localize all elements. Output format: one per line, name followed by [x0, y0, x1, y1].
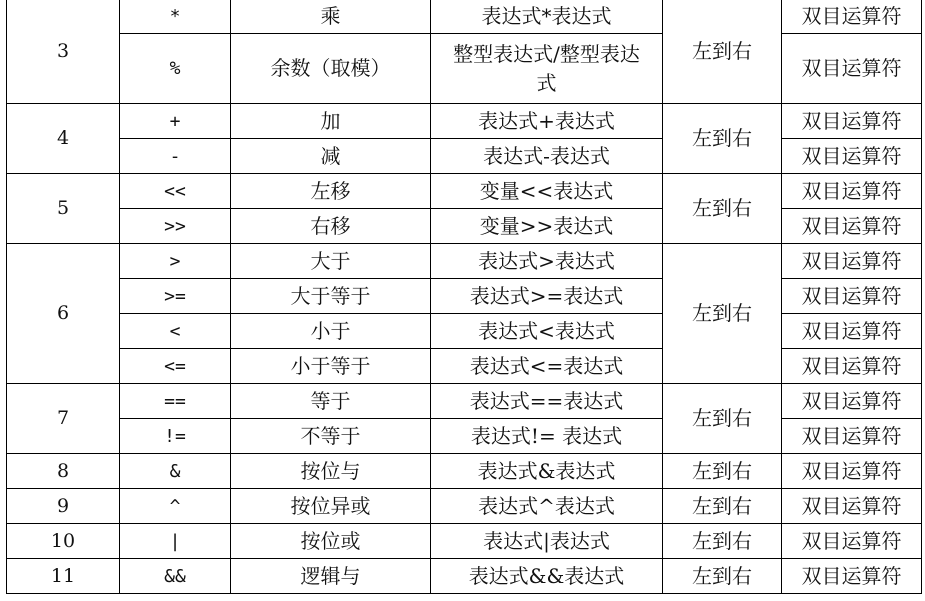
operator-cell: <= — [120, 349, 231, 384]
usage-cell: 表达式>表达式 — [431, 244, 663, 279]
table-row — [7, 104, 922, 139]
usage-cell: 表达式|表达式 — [431, 524, 663, 559]
table-row — [7, 139, 922, 174]
associativity-cell: 左到右 — [663, 489, 782, 524]
operator-type-cell: 双目运算符 — [782, 279, 922, 314]
usage-cell: 表达式&表达式 — [431, 454, 663, 489]
name-cell: 不等于 — [231, 419, 431, 454]
priority-cell: 6 — [7, 244, 120, 384]
priority-cell: 7 — [7, 384, 120, 454]
operator-type-cell: 双目运算符 — [782, 104, 922, 139]
operator-type-cell: 双目运算符 — [782, 419, 922, 454]
name-cell: 小于 — [231, 314, 431, 349]
operator-type-cell: 双目运算符 — [782, 209, 922, 244]
name-cell: 大于等于 — [231, 279, 431, 314]
name-cell: 按位异或 — [231, 489, 431, 524]
table-row — [7, 314, 922, 349]
name-cell: 按位或 — [231, 524, 431, 559]
usage-cell: 整型表达式/整型表达式 — [431, 34, 663, 104]
priority-cell: 10 — [7, 524, 120, 559]
operator-cell: % — [120, 34, 231, 104]
operator-cell: < — [120, 314, 231, 349]
usage-cell: 表达式*表达式 — [431, 0, 663, 34]
usage-cell: 表达式==表达式 — [431, 384, 663, 419]
name-cell: 乘 — [231, 0, 431, 34]
operator-cell: - — [120, 139, 231, 174]
operator-cell: ^ — [120, 489, 231, 524]
usage-cell: 表达式-表达式 — [431, 139, 663, 174]
operator-type-cell: 双目运算符 — [782, 489, 922, 524]
priority-cell: 3 — [7, 0, 120, 104]
operator-type-cell: 双目运算符 — [782, 174, 922, 209]
table-row — [7, 174, 922, 209]
table-row — [7, 524, 922, 559]
operator-type-cell: 双目运算符 — [782, 34, 922, 104]
name-cell: 左移 — [231, 174, 431, 209]
associativity-cell: 左到右 — [663, 104, 782, 174]
usage-cell: 表达式>=表达式 — [431, 279, 663, 314]
table-row — [7, 489, 922, 524]
table-row — [7, 454, 922, 489]
operator-cell: && — [120, 559, 231, 594]
table-row — [7, 559, 922, 594]
usage-cell: 变量<<表达式 — [431, 174, 663, 209]
name-cell: 大于 — [231, 244, 431, 279]
operator-type-cell: 双目运算符 — [782, 139, 922, 174]
operator-cell: * — [120, 0, 231, 34]
operator-type-cell: 双目运算符 — [782, 0, 922, 34]
operator-cell: | — [120, 524, 231, 559]
associativity-cell: 左到右 — [663, 174, 782, 244]
operator-cell: != — [120, 419, 231, 454]
operator-cell: & — [120, 454, 231, 489]
operator-type-cell: 双目运算符 — [782, 524, 922, 559]
name-cell: 右移 — [231, 209, 431, 244]
table-row — [7, 209, 922, 244]
priority-cell: 9 — [7, 489, 120, 524]
usage-cell: 表达式!= 表达式 — [431, 419, 663, 454]
priority-cell: 4 — [7, 104, 120, 174]
usage-cell: 表达式^表达式 — [431, 489, 663, 524]
associativity-cell: 左到右 — [663, 559, 782, 594]
priority-cell: 11 — [7, 559, 120, 594]
name-cell: 余数（取模） — [231, 34, 431, 104]
name-cell: 小于等于 — [231, 349, 431, 384]
priority-cell: 5 — [7, 174, 120, 244]
priority-cell: 8 — [7, 454, 120, 489]
table-row — [7, 279, 922, 314]
associativity-cell: 左到右 — [663, 384, 782, 454]
operator-type-cell: 双目运算符 — [782, 244, 922, 279]
operator-cell: > — [120, 244, 231, 279]
name-cell: 等于 — [231, 384, 431, 419]
table-row — [7, 244, 922, 279]
usage-cell: 表达式&&表达式 — [431, 559, 663, 594]
operator-type-cell: 双目运算符 — [782, 314, 922, 349]
operator-precedence-table — [6, 0, 922, 594]
associativity-cell: 左到右 — [663, 454, 782, 489]
name-cell: 减 — [231, 139, 431, 174]
operator-cell: << — [120, 174, 231, 209]
name-cell: 加 — [231, 104, 431, 139]
operator-type-cell: 双目运算符 — [782, 349, 922, 384]
associativity-cell: 左到右 — [663, 524, 782, 559]
table-row — [7, 0, 922, 34]
table-row — [7, 384, 922, 419]
table-row — [7, 34, 922, 104]
operator-cell: + — [120, 104, 231, 139]
operator-type-cell: 双目运算符 — [782, 559, 922, 594]
usage-cell: 表达式+表达式 — [431, 104, 663, 139]
operator-cell: >> — [120, 209, 231, 244]
name-cell: 按位与 — [231, 454, 431, 489]
table-body — [7, 0, 922, 594]
table-row — [7, 349, 922, 384]
associativity-cell: 左到右 — [663, 244, 782, 384]
usage-cell: 变量>>表达式 — [431, 209, 663, 244]
operator-type-cell: 双目运算符 — [782, 384, 922, 419]
operator-cell: == — [120, 384, 231, 419]
associativity-cell: 左到右 — [663, 0, 782, 104]
operator-cell: >= — [120, 279, 231, 314]
usage-cell: 表达式<=表达式 — [431, 349, 663, 384]
operator-type-cell: 双目运算符 — [782, 454, 922, 489]
usage-cell: 表达式<表达式 — [431, 314, 663, 349]
table-row — [7, 419, 922, 454]
name-cell: 逻辑与 — [231, 559, 431, 594]
